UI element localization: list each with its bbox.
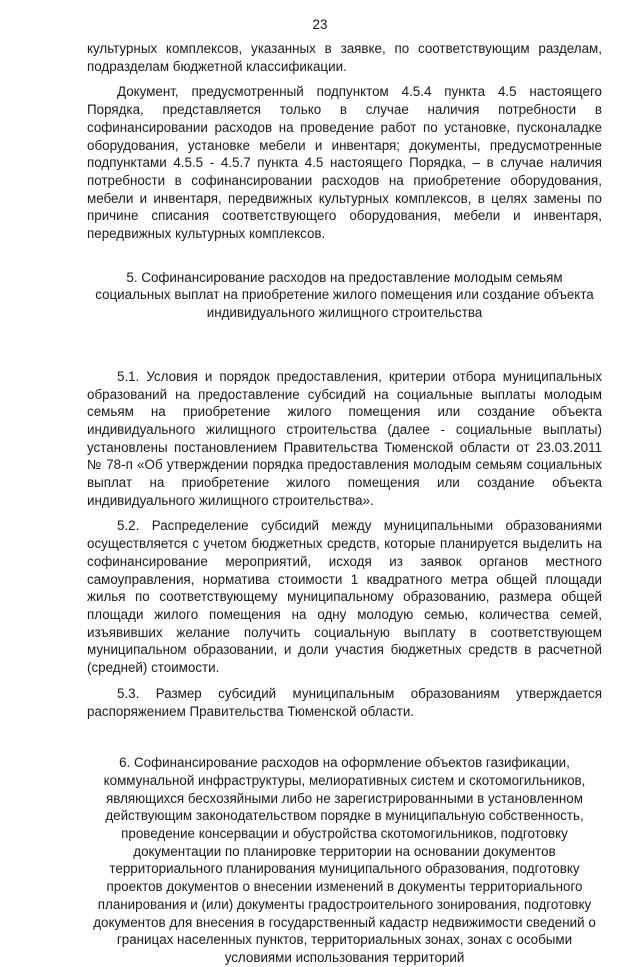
page-number: 23 [312, 17, 328, 32]
paragraph-5-1: 5.1. Условия и порядок предоставления, критерии отбора муниципальных образований на предоставление субсидий на социальные выплаты молодым семьям на приобретение жилого помещения или создание объекта индивидуального жилищного строительства (далее - социальные выплаты) установлены постановлением Правительства Тюменской области от 23.03.2011 № 78-п «Об утверждении порядка предоставления молодым семьям социальных выплат на приобретение жилого помещения или создание объекта индивидуального жилищного строительства». [87, 368, 602, 508]
section-6-heading: 6. Софинансирование расходов на оформление объектов газификации, коммунальной инфраструктуры, мелиоративных систем и скотомогильников, являющихся бесхозяйными либо не зарегистрированными в установленном действующим законодательством порядке в муниципальную собственность, проведение консервации и обустройства скотомогильников, подготовку документации по планировке территории на основании документов территориального планирования муниципального образования, подготовку проектов документов о внесении изменений в документы территориального планирования и (или) документы градостроительного зонирования, подготовку документов для внесения в государственный кадастр недвижимости сведений о границах населенных пунктов, территориальных зонах, зонах с особыми условиями использования территорий [93, 755, 596, 965]
paragraph-document-note: Документ, предусмотренный подпунктом 4.5.4 пункта 4.5 настоящего Порядка, представляется только в случае наличия потребности в софинансировании расходов на проведение работ по установке, пусконаладке оборудования, установке мебели и инвентаря; документы, предусмотренные подпунктами 4.5.5 - 4.5.7 пункта 4.5 настоящего Порядка, – в случае наличия потребности в софинансировании расходов на приобретение оборудования, мебели и инвентаря, передвижных культурных комплексов, в целях замены по причине списания соответствующего оборудования, мебели и инвентаря, передвижных культурных комплексов. [87, 84, 602, 242]
section-5-heading: 5. Софинансирование расходов на предоставление молодым семьям социальных выплат на приобретение жилого помещения или создание объекта индивидуального жилищного строительства [95, 269, 594, 321]
document-body [87, 40, 602, 967]
paragraph-5-3: 5.3. Размер субсидий муниципальным образованиям утверждается распоряжением Правительства Тюменской области. [87, 685, 602, 719]
paragraph-5-2: 5.2. Распределение субсидий между муниципальными образованиями осуществляется с учетом бюджетных средств, которые планируется выделить на софинансирование мероприятий, исходя из заявок органов местного самоуправления, норматива стоимости 1 квадратного метра общей площади жилья по соответствующему муниципальному образованию, размера общей площади жилого помещения на одну молодую семью, количества семей, изъявивших желание получить социальную выплату в соответствующем муниципальном образовании, и доли участия бюджетных средств в расчетной (средней) стоимости. [87, 518, 602, 676]
paragraph-continuation: культурных комплексов, указанных в заявке, по соответствующим разделам, подразделам бюджетной классификации. [87, 41, 602, 74]
